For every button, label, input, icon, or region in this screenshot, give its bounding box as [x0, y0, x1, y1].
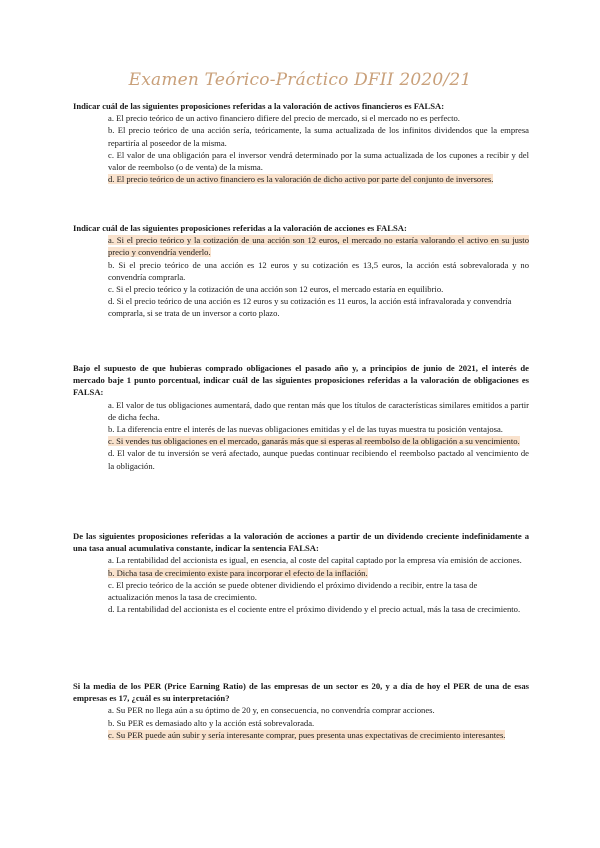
option-d: d. El valor de tu inversión se verá afectado, aunque puedas continuar recibiendo el reembolso pactado al vencimiento de la obligación. — [108, 448, 529, 471]
option-c-continuation: actualización menos la tasa de crecimiento. — [108, 592, 257, 603]
option-d-continuation: comprarla, si se trata de un inversor a corto plazo. — [108, 308, 280, 319]
option-c-highlighted: c. Si vendes tus obligaciones en el mercado, ganarás más que si esperas al reembolso de la obligación a su vencimiento. — [108, 436, 520, 447]
question-text: Bajo el supuesto de que hubieras comprado obligaciones el pasado año y, a principios de junio de 2021, el interés de mercado baje 1 punto porcentual, indicar cuál de las siguientes proposiciones referidas a la valoración de obligaciones es FALSA: — [73, 363, 529, 398]
question-text: Indicar cuál de las siguientes proposiciones referidas a la valoración de acciones es FALSA: — [73, 223, 407, 233]
question-2 — [73, 222, 529, 320]
option-c: c. Si el precio teórico y la cotización de una acción son 12 euros, el mercado estaría en equilibrio. — [108, 284, 444, 295]
page-title: Examen Teórico-Práctico DFII 2020/21 — [128, 70, 472, 90]
question-4 — [73, 530, 529, 615]
option-c: c. El valor de una obligación para el inversor vendrá determinado por la suma actualizada de los cupones a recibir y del valor de reembolso (o de venta) de la misma. — [108, 149, 529, 173]
option-d: d. Si el precio teórico de una acción es 12 euros y su cotización es 11 euros, la acción está infravalorada y convendría — [108, 296, 512, 307]
option-a-highlighted: a. Si el precio teórico y la cotización de una acción son 12 euros, el mercado no estaría valorando el activo en su justo precio y convendría venderlo. — [108, 235, 529, 258]
option-b: b. Su PER es demasiado alto y la acción está sobrevalorada. — [108, 717, 315, 728]
option-a: a. Su PER no llega aún a su óptimo de 20 y, en consecuencia, no convendría comprar acciones. — [108, 705, 435, 716]
option-a: a. El precio teórico de un activo financiero difiere del precio de mercado, si el mercado no es perfecto. — [108, 113, 460, 124]
option-b-highlighted: b. Dicha tasa de crecimiento existe para incorporar el efecto de la inflación. — [108, 567, 368, 578]
option-b: b. El precio teórico de una acción sería, teóricamente, la suma actualizada de los infinitos dividendos que la empresa repartiría al poseedor de la misma. — [108, 125, 529, 148]
option-a: a. El valor de tus obligaciones aumentará, dado que rentan más que los títulos de características similares emitidos a partir de dicha fecha. — [108, 399, 529, 422]
question-1 — [73, 100, 529, 185]
question-5 — [73, 680, 529, 741]
option-b: b. Si el precio teórico de una acción es 12 euros y su cotización es 13,5 euros, la acción está sobrevalorada y no convendría comprarla. — [108, 259, 529, 282]
question-3 — [73, 362, 529, 472]
option-b: b. La diferencia entre el interés de las nuevas obligaciones emitidas y el de las tuyas muestra tu posición ventajosa. — [108, 424, 503, 435]
question-text: De las siguientes proposiciones referidas a la valoración de acciones a partir de un dividendo creciente indefinidamente a una tasa anual acumulativa constante, indicar la sentencia FALSA: — [73, 531, 529, 554]
option-d-highlighted: d. El precio teórico de un activo financiero es la valoración de dicho activo por parte del conjunto de inversores. — [108, 174, 494, 185]
option-c: c. El precio teórico de la acción se puede obtener dividiendo el próximo dividendo a recibir, entre la tasa de — [108, 579, 478, 590]
question-text: Si la media de los PER (Price Earning Ratio) de las empresas de un sector es 20, y a día de hoy el PER de una de esas empresas es 17, ¿cuál es su interpretación? — [73, 681, 529, 704]
option-d: d. La rentabilidad del accionista es el cociente entre el próximo dividendo y el precio actual, más la tasa de crecimiento. — [108, 604, 521, 615]
option-c-highlighted: c. Su PER puede aún subir y sería interesante comprar, pues presenta unas expectativas de crecimiento interesantes. — [108, 729, 506, 740]
question-text: Indicar cuál de las siguientes proposiciones referidas a la valoración de activos financieros es FALSA: — [73, 101, 445, 111]
option-a: a. La rentabilidad del accionista es igual, en esencia, al coste del capital captado por la empresa vía emisión de acciones. — [108, 555, 522, 566]
